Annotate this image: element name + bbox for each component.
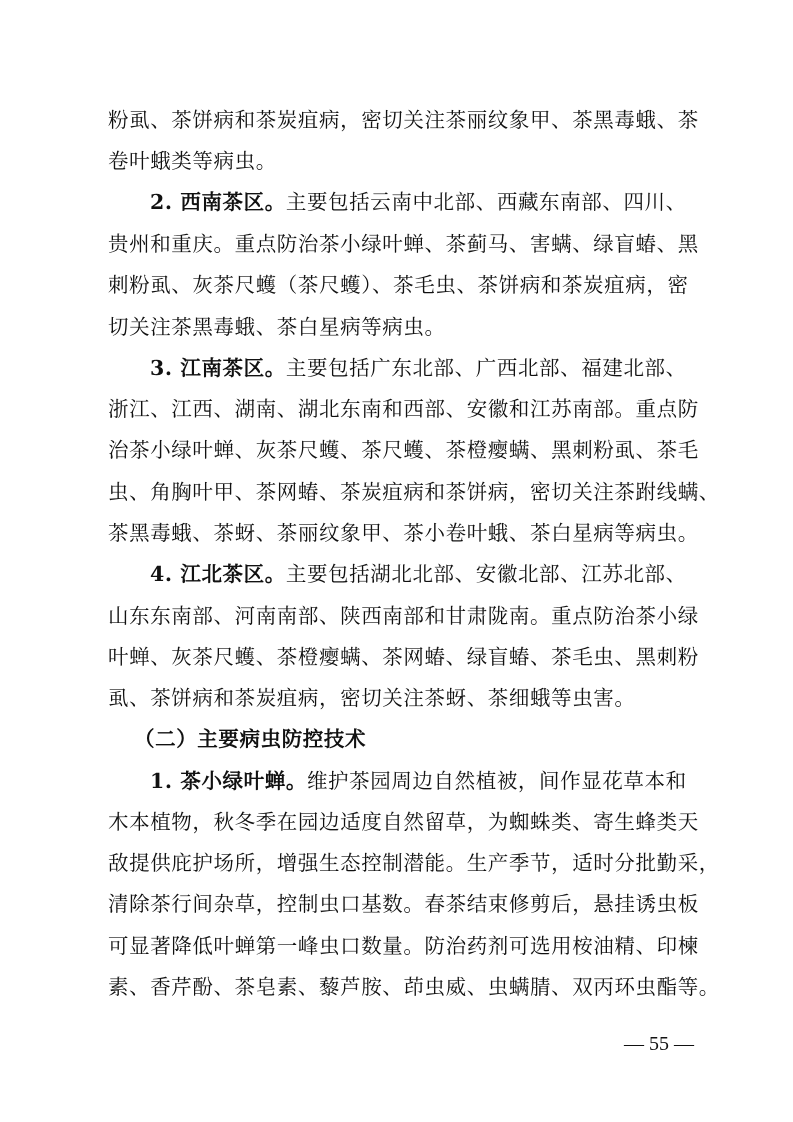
paragraph-line: 素、香芹酚、茶皂素、藜芦胺、茚虫威、虫螨腈、双丙环虫酯等。 — [108, 975, 720, 999]
page-number: — 55 — — [624, 1033, 694, 1055]
paragraph-line: 切关注茶黑毒蛾、茶白星病等病虫。 — [108, 315, 446, 339]
paragraph-line: 叶蝉、灰茶尺蠖、茶橙瘿螨、茶网蝽、绿盲蝽、茶毛虫、黑刺粉 — [108, 645, 699, 669]
paragraph-line: 可显著降低叶蝉第一峰虫口数量。防治药剂可选用桉油精、印楝 — [108, 934, 699, 958]
paragraph-line: 木本植物，秋冬季在园边适度自然留草，为蜘蛛类、寄生蜂类天 — [108, 810, 699, 834]
paragraph-line: 卷叶蛾类等病虫。 — [108, 149, 277, 173]
paragraph-line: 清除茶行间杂草，控制虫口基数。春茶结束修剪后，悬挂诱虫板 — [108, 892, 699, 916]
item-heading: 1. 茶小绿叶蝉。 — [150, 769, 307, 793]
paragraph-line: 浙江、江西、湖南、湖北东南和西部、安徽和江苏南部。重点防 — [108, 397, 699, 421]
paragraph-line: 敌提供庇护场所，增强生态控制潜能。生产季节，适时分批勤采， — [108, 851, 720, 875]
paragraph-text: 维护茶园周边自然植被，间作显花草本和 — [306, 769, 687, 793]
paragraph-line — [150, 356, 687, 380]
paragraph-text: 主要包括湖北北部、安徽北部、江苏北部、 — [285, 562, 687, 586]
item-heading: 2. 西南茶区。 — [150, 190, 286, 214]
paragraph-line: 虱、茶饼病和茶炭疽病，密切关注茶蚜、茶细蛾等虫害。 — [108, 686, 636, 710]
paragraph-line: 刺粉虱、灰茶尺蠖（茶尺蠖）、茶毛虫、茶饼病和茶炭疽病，密 — [108, 273, 689, 297]
paragraph-line: 虫、角胸叶甲、茶网蝽、茶炭疽病和茶饼病，密切关注茶跗线螨、 — [108, 480, 720, 504]
item-heading: 3. 江南茶区。 — [150, 356, 286, 380]
paragraph-text: 主要包括广东北部、广西北部、福建北部、 — [285, 356, 687, 380]
paragraph-line: 山东东南部、河南南部、陕西南部和甘肃陇南。重点防治茶小绿 — [108, 604, 699, 628]
paragraph-line: 贵州和重庆。重点防治茶小绿叶蝉、茶蓟马、害螨、绿盲蝽、黑 — [108, 232, 699, 256]
paragraph-line — [150, 562, 687, 586]
section-heading: （二）主要病虫防控技术 — [134, 727, 367, 751]
paragraph-line — [150, 769, 687, 793]
paragraph-text: 主要包括云南中北部、西藏东南部、四川、 — [285, 190, 687, 214]
item-heading: 4. 江北茶区。 — [150, 562, 286, 586]
paragraph-line: 粉虱、茶饼病和茶炭疽病，密切关注茶丽纹象甲、茶黑毒蛾、茶 — [108, 108, 699, 132]
paragraph-line — [150, 190, 687, 214]
paragraph-line: 茶黑毒蛾、茶蚜、茶丽纹象甲、茶小卷叶蛾、茶白星病等病虫。 — [108, 521, 699, 545]
paragraph-line: 治茶小绿叶蝉、灰茶尺蠖、茶尺蠖、茶橙瘿螨、黑刺粉虱、茶毛 — [108, 438, 699, 462]
